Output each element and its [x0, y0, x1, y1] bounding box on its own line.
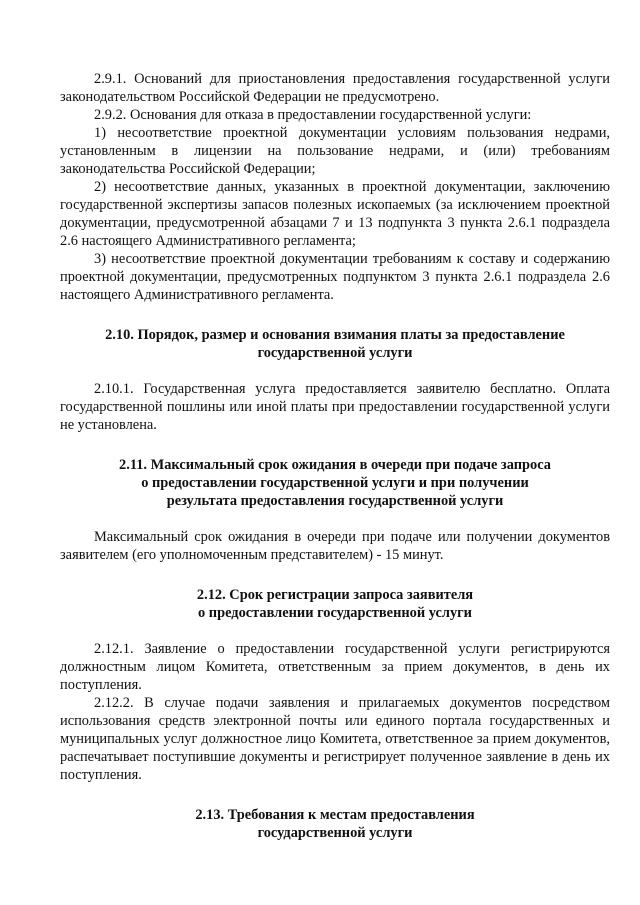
spacer [60, 564, 610, 586]
heading-line: 2.12. Срок регистрации запроса заявителя [196, 587, 474, 603]
section-heading-2-10 [60, 326, 610, 362]
spacer [60, 304, 610, 326]
heading-line: государственной услуги [257, 825, 413, 841]
heading-line: 2.10. Порядок, размер и основания взимания платы за предоставление [105, 327, 565, 343]
heading-line: 2.11. Максимальный срок ожидания в очереди при подаче запроса [119, 457, 551, 473]
paragraph-2-10-1: 2.10.1. Государственная услуга предоставляется заявителю бесплатно. Оплата государственной пошлины или иной платы при предоставлении государственной услуги не установлена. [60, 381, 610, 433]
spacer [60, 510, 610, 528]
paragraph-2-9-1: 2.9.1. Оснований для приостановления предоставления государственной услуги законодательством Российской Федерации не предусмотрено. [60, 71, 610, 105]
spacer [60, 622, 610, 640]
section-2-11 [60, 456, 610, 564]
heading-line: государственной услуги [257, 345, 413, 361]
paragraph-2-11: Максимальный срок ожидания в очереди при подаче или получении документов заявителем (его уполномоченным представителем) - 15 минут. [60, 529, 610, 563]
paragraph-refusal-2: 2) несоответствие данных, указанных в проектной документации, заключению государственной экспертизы запасов полезных ископаемых (за исключением проектной документации, предусмотренной абзацами 7 и 13 подпункта 3 пункта 2.6.1 подраздела 2.6 настоящего Административного регламента; [60, 179, 610, 249]
paragraph-2-12-2: 2.12.2. В случае подачи заявления и прилагаемых документов посредством использования средств электронной почты или единого портала государственных и муниципальных услуг должностное лицо Комитета, ответственное за прием документов, распечатывает поступившие документы и регистрирует полученное заявление в день их поступления. [60, 695, 610, 783]
section-2-9 [60, 70, 610, 304]
section-2-12 [60, 586, 610, 784]
heading-line: 2.13. Требования к местам предоставления [195, 807, 475, 823]
paragraph-2-12-1: 2.12.1. Заявление о предоставлении государственной услуги регистрируются должностным лицом Комитета, ответственным за прием документов, в день их поступления. [60, 641, 610, 693]
spacer [60, 434, 610, 456]
heading-line: о предоставлении государственной услуги и при получении [141, 475, 529, 491]
paragraph-refusal-1: 1) несоответствие проектной документации условиям пользования недрами, установленным в лицензии на пользование недрами, и (или) требованиям законодательства Российской Федерации; [60, 125, 610, 177]
spacer [60, 362, 610, 380]
spacer [60, 784, 610, 806]
section-heading-2-12 [60, 586, 610, 622]
heading-line: о предоставлении государственной услуги [198, 605, 472, 621]
section-heading-2-13 [60, 806, 610, 842]
heading-line: результата предоставления государственной услуги [166, 493, 504, 509]
paragraph-refusal-3: 3) несоответствие проектной документации требованиям к составу и содержанию проектной документации, предусмотренных подпунктом 3 пункта 2.6.1 подраздела 2.6 настоящего Административного регламента. [60, 251, 610, 303]
paragraph-2-9-2: 2.9.2. Основания для отказа в предоставлении государственной услуги: [94, 107, 532, 123]
section-2-10 [60, 326, 610, 434]
section-2-13 [60, 806, 610, 842]
section-heading-2-11 [60, 456, 610, 510]
